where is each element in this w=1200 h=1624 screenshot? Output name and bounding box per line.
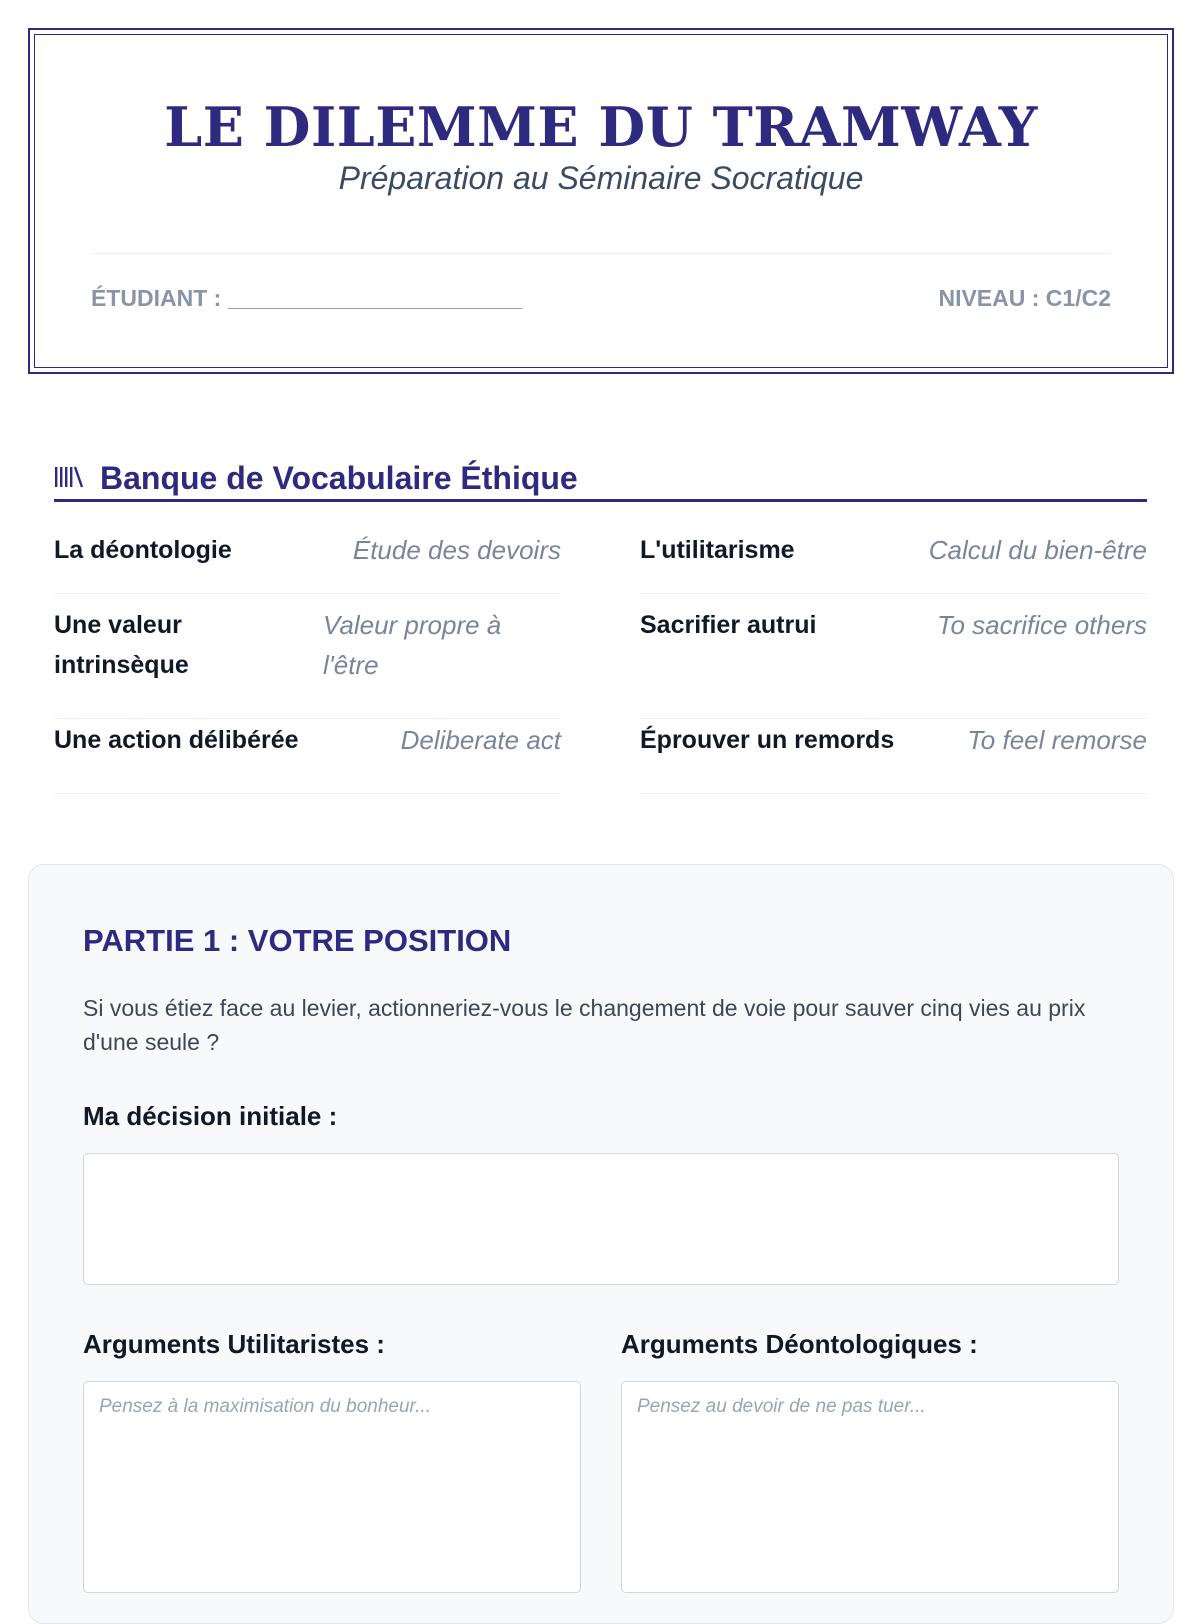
utilitarian-arguments-input[interactable] xyxy=(83,1381,581,1593)
vocab-term: Une action délibérée xyxy=(54,726,299,754)
vocab-term: L'utilitarisme xyxy=(640,536,795,564)
vocab-definition: Valeur propre à l'être xyxy=(323,610,502,680)
vocab-row xyxy=(640,720,1147,794)
worksheet-header xyxy=(28,28,1174,374)
books-icon xyxy=(54,464,84,496)
vocab-row xyxy=(54,530,561,594)
part1-card xyxy=(28,864,1174,1624)
decision-label: Ma décision initiale : xyxy=(83,1101,338,1131)
vocab-term: Éprouver un remords xyxy=(640,726,895,754)
vocab-definition: Calcul du bien-être xyxy=(928,535,1147,565)
vocab-row xyxy=(640,605,1147,719)
vocab-definition: Deliberate act xyxy=(400,725,561,755)
vocab-definition: To sacrifice others xyxy=(936,610,1147,640)
vocabulary-title: Banque de Vocabulaire Éthique xyxy=(100,460,578,496)
page-subtitle: Préparation au Séminaire Socratique xyxy=(338,160,864,196)
worksheet-header-inner xyxy=(34,34,1168,368)
student-name-line: ÉTUDIANT : _______________________ xyxy=(91,285,522,311)
part1-question: Si vous étiez face au levier, actionneriez-vous le changement de voie pour sauver cinq vies au prix d'une seule ? xyxy=(83,995,1086,1055)
vocab-term: La déontologie xyxy=(54,536,232,564)
decision-input[interactable] xyxy=(83,1153,1119,1285)
vocab-row xyxy=(54,720,561,794)
vocab-term: Sacrifier autrui xyxy=(640,611,817,639)
deontological-label: Arguments Déontologiques : xyxy=(621,1329,978,1359)
books-icon-svg xyxy=(54,464,84,490)
vocab-definition: Étude des devoirs xyxy=(352,535,561,565)
vocab-row xyxy=(54,605,561,719)
vocab-term: Une valeur intrinsèque xyxy=(54,611,189,679)
utilitarian-label: Arguments Utilitaristes : xyxy=(83,1329,385,1359)
vocabulary-heading xyxy=(54,456,1147,502)
level-label: NIVEAU : C1/C2 xyxy=(938,285,1111,311)
page-title: LE DILEMME DU TRAMWAY xyxy=(164,95,1038,159)
vocab-definition: To feel remorse xyxy=(967,725,1147,755)
vocab-row xyxy=(640,530,1147,594)
header-divider xyxy=(91,253,1111,254)
part1-title: PARTIE 1 : VOTRE POSITION xyxy=(83,923,512,958)
deontological-arguments-input[interactable] xyxy=(621,1381,1119,1593)
